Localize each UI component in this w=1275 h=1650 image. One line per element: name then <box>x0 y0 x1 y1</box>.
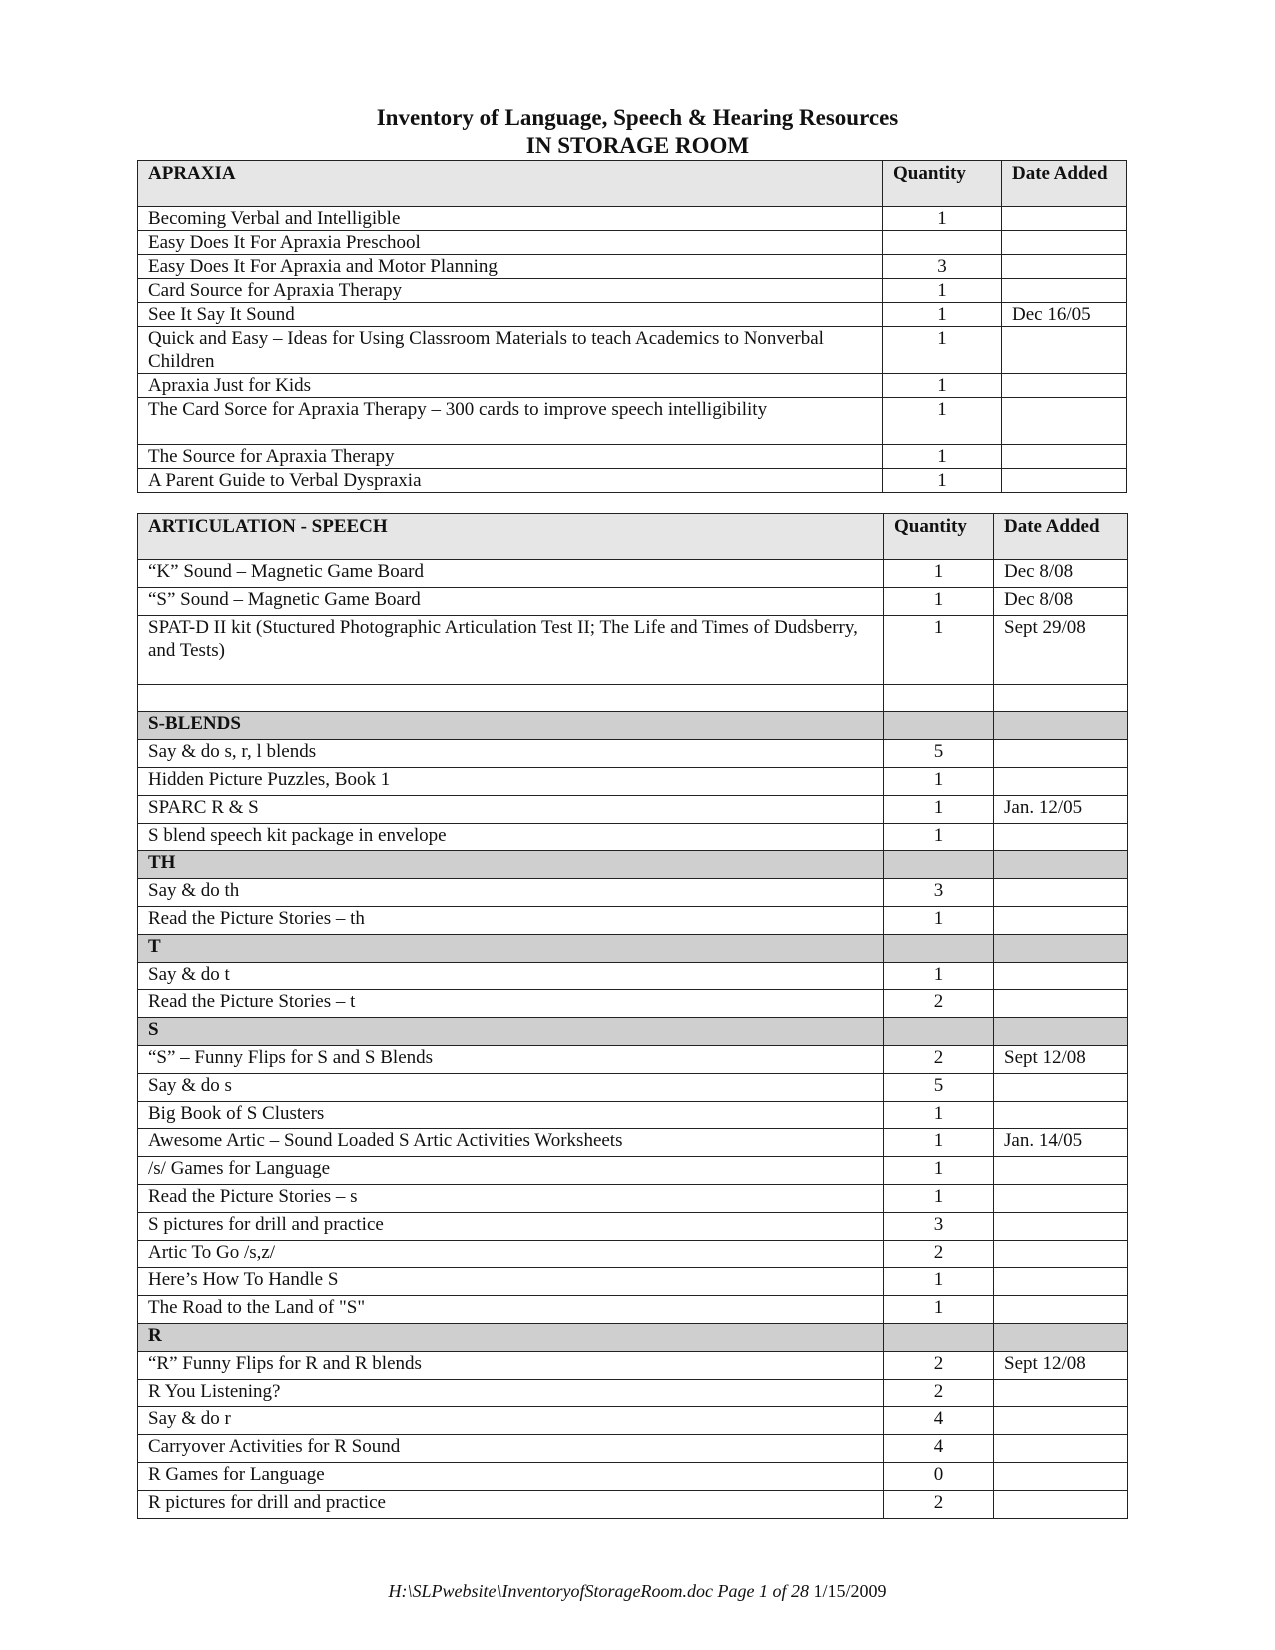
footer-path: H:\SLPwebsite\InventoryofStorageRoom.doc Page 1 of 28 <box>388 1581 809 1601</box>
quantity-cell: 1 <box>884 1184 994 1212</box>
item-cell: S blend speech kit package in envelope <box>138 823 884 851</box>
quantity-cell: 1 <box>884 1296 994 1324</box>
date-added-cell: Sept 12/08 <box>994 1045 1128 1073</box>
item-cell: “K” Sound – Magnetic Game Board <box>138 560 884 588</box>
date-added-cell <box>994 1407 1128 1435</box>
date-added-cell <box>994 740 1128 768</box>
item-cell: Read the Picture Stories – s <box>138 1184 884 1212</box>
column-header-date: Date Added <box>1002 161 1127 207</box>
table-row <box>138 231 1127 255</box>
section-date-cell <box>994 934 1128 962</box>
date-added-cell <box>994 1101 1128 1129</box>
item-cell: Say & do t <box>138 962 884 990</box>
date-added-cell <box>994 990 1128 1018</box>
column-header-quantity: Quantity <box>883 161 1002 207</box>
page-title: Inventory of Language, Speech & Hearing Resources <box>376 105 899 130</box>
date-added-cell <box>1002 398 1127 445</box>
table-row <box>138 327 1127 374</box>
section-header-row <box>138 1018 1128 1046</box>
table-row <box>138 1407 1128 1435</box>
quantity-cell: 1 <box>884 587 994 615</box>
footer-date: 1/15/2009 <box>813 1581 887 1601</box>
table-row <box>138 255 1127 279</box>
table-row <box>138 615 1128 684</box>
item-cell: SPARC R & S <box>138 795 884 823</box>
section-title: S <box>138 1018 884 1046</box>
table-row <box>138 398 1127 445</box>
table-row <box>138 1184 1128 1212</box>
quantity-cell: 2 <box>884 1490 994 1518</box>
quantity-cell <box>883 231 1002 255</box>
item-cell: Read the Picture Stories – th <box>138 906 884 934</box>
table-row <box>138 207 1127 231</box>
date-added-cell: Dec 8/08 <box>994 587 1128 615</box>
table-row <box>138 767 1128 795</box>
table-row <box>138 1240 1128 1268</box>
item-cell: Big Book of S Clusters <box>138 1101 884 1129</box>
section-quantity-cell <box>884 1323 994 1351</box>
date-added-cell <box>994 1240 1128 1268</box>
table-row <box>138 1073 1128 1101</box>
item-cell <box>138 684 884 712</box>
date-added-cell <box>994 1212 1128 1240</box>
date-added-cell: Dec 16/05 <box>1002 303 1127 327</box>
quantity-cell: 4 <box>884 1407 994 1435</box>
item-cell: SPAT-D II kit (Stuctured Photographic Articulation Test II; The Life and Times of Dudsberry, and Tests) <box>138 615 884 684</box>
quantity-cell: 1 <box>884 823 994 851</box>
quantity-cell: 1 <box>884 1129 994 1157</box>
item-cell: A Parent Guide to Verbal Dyspraxia <box>138 469 883 493</box>
quantity-cell: 1 <box>884 1157 994 1185</box>
table-row <box>138 1462 1128 1490</box>
section-quantity-cell <box>884 712 994 740</box>
quantity-cell: 1 <box>884 906 994 934</box>
item-cell: R You Listening? <box>138 1379 884 1407</box>
date-added-cell <box>994 1296 1128 1324</box>
item-cell: Card Source for Apraxia Therapy <box>138 279 883 303</box>
column-header-item: ARTICULATION - SPEECH <box>138 514 884 560</box>
item-cell: Awesome Artic – Sound Loaded S Artic Activities Worksheets <box>138 1129 884 1157</box>
quantity-cell: 0 <box>884 1462 994 1490</box>
quantity-cell: 1 <box>883 279 1002 303</box>
item-cell: Read the Picture Stories – t <box>138 990 884 1018</box>
date-added-cell <box>994 879 1128 907</box>
table-row <box>138 1157 1128 1185</box>
date-added-cell <box>994 1184 1128 1212</box>
quantity-cell: 1 <box>884 1101 994 1129</box>
quantity-cell: 1 <box>883 303 1002 327</box>
table-row <box>138 1435 1128 1463</box>
item-cell: S pictures for drill and practice <box>138 1212 884 1240</box>
date-added-cell <box>1002 279 1127 303</box>
item-cell: The Road to the Land of "S" <box>138 1296 884 1324</box>
table-row <box>138 1129 1128 1157</box>
quantity-cell: 1 <box>884 560 994 588</box>
quantity-cell: 1 <box>883 327 1002 374</box>
item-cell: “S” Sound – Magnetic Game Board <box>138 587 884 615</box>
section-quantity-cell <box>884 934 994 962</box>
section-title: R <box>138 1323 884 1351</box>
quantity-cell: 1 <box>883 374 1002 398</box>
table-row <box>138 1351 1128 1379</box>
quantity-cell: 1 <box>884 1268 994 1296</box>
table-row <box>138 1045 1128 1073</box>
item-cell: Quick and Easy – Ideas for Using Classroom Materials to teach Academics to Nonverbal Children <box>138 327 883 374</box>
quantity-cell <box>884 684 994 712</box>
quantity-cell: 1 <box>884 962 994 990</box>
table-row <box>138 823 1128 851</box>
date-added-cell: Sept 12/08 <box>994 1351 1128 1379</box>
column-header-quantity: Quantity <box>884 514 994 560</box>
date-added-cell: Jan. 14/05 <box>994 1129 1128 1157</box>
quantity-cell: 1 <box>883 469 1002 493</box>
item-cell: Apraxia Just for Kids <box>138 374 883 398</box>
item-cell: The Card Sorce for Apraxia Therapy – 300 cards to improve speech intelligibility <box>138 398 883 445</box>
table-row <box>138 1212 1128 1240</box>
quantity-cell: 1 <box>884 767 994 795</box>
table-row <box>138 1296 1128 1324</box>
date-added-cell <box>994 1157 1128 1185</box>
item-cell: The Source for Apraxia Therapy <box>138 445 883 469</box>
section-date-cell <box>994 712 1128 740</box>
quantity-cell: 1 <box>884 795 994 823</box>
date-added-cell <box>994 684 1128 712</box>
section-date-cell <box>994 1018 1128 1046</box>
item-cell: Easy Does It For Apraxia Preschool <box>138 231 883 255</box>
table-row <box>138 879 1128 907</box>
table-row <box>138 587 1128 615</box>
table-row <box>138 990 1128 1018</box>
item-cell: Easy Does It For Apraxia and Motor Planning <box>138 255 883 279</box>
column-header-date: Date Added <box>994 514 1128 560</box>
table-row <box>138 1268 1128 1296</box>
section-quantity-cell <box>884 1018 994 1046</box>
item-cell: Say & do s, r, l blends <box>138 740 884 768</box>
table-row <box>138 1490 1128 1518</box>
quantity-cell: 2 <box>884 1351 994 1379</box>
date-added-cell: Jan. 12/05 <box>994 795 1128 823</box>
quantity-cell: 1 <box>884 615 994 684</box>
date-added-cell <box>994 1379 1128 1407</box>
item-cell: R pictures for drill and practice <box>138 1490 884 1518</box>
table-row <box>138 560 1128 588</box>
quantity-cell: 1 <box>883 207 1002 231</box>
apraxia-table <box>137 160 1127 493</box>
quantity-cell: 1 <box>883 398 1002 445</box>
date-added-cell <box>1002 374 1127 398</box>
date-added-cell <box>994 906 1128 934</box>
date-added-cell: Dec 8/08 <box>994 560 1128 588</box>
date-added-cell <box>994 823 1128 851</box>
section-header-row <box>138 712 1128 740</box>
item-cell: Say & do r <box>138 1407 884 1435</box>
quantity-cell: 2 <box>884 1045 994 1073</box>
date-added-cell <box>994 1435 1128 1463</box>
section-quantity-cell <box>884 851 994 879</box>
date-added-cell <box>1002 445 1127 469</box>
item-cell: Artic To Go /s,z/ <box>138 1240 884 1268</box>
date-added-cell <box>1002 207 1127 231</box>
section-title: TH <box>138 851 884 879</box>
quantity-cell: 5 <box>884 1073 994 1101</box>
table-row <box>138 374 1127 398</box>
table-row <box>138 445 1127 469</box>
footer <box>0 1581 1275 1602</box>
column-header-item: APRAXIA <box>138 161 883 207</box>
section-header-row <box>138 1323 1128 1351</box>
date-added-cell <box>994 1073 1128 1101</box>
date-added-cell <box>994 1490 1128 1518</box>
date-added-cell <box>1002 231 1127 255</box>
articulation-table <box>137 513 1128 1519</box>
table-row <box>138 906 1128 934</box>
table-row <box>138 1379 1128 1407</box>
date-added-cell <box>994 1462 1128 1490</box>
table-row <box>138 684 1128 712</box>
item-cell: Here’s How To Handle S <box>138 1268 884 1296</box>
table-row <box>138 303 1127 327</box>
quantity-cell: 3 <box>883 255 1002 279</box>
date-added-cell <box>994 767 1128 795</box>
date-added-cell <box>1002 255 1127 279</box>
item-cell: “S” – Funny Flips for S and S Blends <box>138 1045 884 1073</box>
item-cell: Carryover Activities for R Sound <box>138 1435 884 1463</box>
quantity-cell: 3 <box>884 879 994 907</box>
date-added-cell: Sept 29/08 <box>994 615 1128 684</box>
table-row <box>138 795 1128 823</box>
table-row <box>138 962 1128 990</box>
table-row <box>138 1101 1128 1129</box>
item-cell: Becoming Verbal and Intelligible <box>138 207 883 231</box>
table-row <box>138 279 1127 303</box>
table-row <box>138 469 1127 493</box>
section-header-row <box>138 934 1128 962</box>
quantity-cell: 2 <box>884 990 994 1018</box>
section-title: T <box>138 934 884 962</box>
date-added-cell <box>994 962 1128 990</box>
quantity-cell: 3 <box>884 1212 994 1240</box>
item-cell: R Games for Language <box>138 1462 884 1490</box>
item-cell: Say & do s <box>138 1073 884 1101</box>
section-header-row <box>138 851 1128 879</box>
section-date-cell <box>994 1323 1128 1351</box>
item-cell: Say & do th <box>138 879 884 907</box>
quantity-cell: 1 <box>883 445 1002 469</box>
quantity-cell: 4 <box>884 1435 994 1463</box>
quantity-cell: 2 <box>884 1379 994 1407</box>
date-added-cell <box>1002 327 1127 374</box>
page-subtitle: IN STORAGE ROOM <box>525 133 750 158</box>
quantity-cell: 5 <box>884 740 994 768</box>
date-added-cell <box>994 1268 1128 1296</box>
item-cell: See It Say It Sound <box>138 303 883 327</box>
quantity-cell: 2 <box>884 1240 994 1268</box>
section-title: S-BLENDS <box>138 712 884 740</box>
date-added-cell <box>1002 469 1127 493</box>
section-date-cell <box>994 851 1128 879</box>
item-cell: Hidden Picture Puzzles, Book 1 <box>138 767 884 795</box>
item-cell: /s/ Games for Language <box>138 1157 884 1185</box>
item-cell: “R” Funny Flips for R and R blends <box>138 1351 884 1379</box>
table-row <box>138 740 1128 768</box>
